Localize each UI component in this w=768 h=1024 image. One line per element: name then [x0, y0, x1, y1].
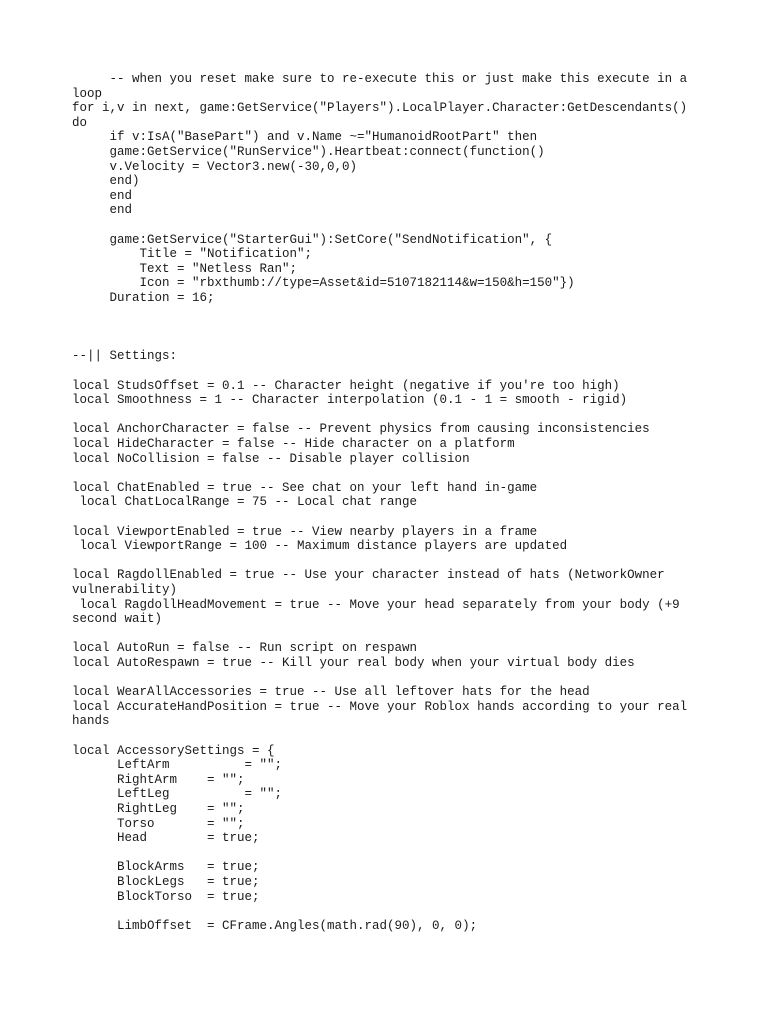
code-line: local NoCollision = false -- Disable player collision	[72, 451, 470, 466]
code-line: BlockTorso = true;	[72, 889, 260, 904]
code-line: local AccessorySettings = {	[72, 743, 275, 758]
code-line: hands	[72, 714, 110, 729]
code-line: Head = true;	[72, 831, 260, 846]
code-line: LeftArm = "";	[72, 758, 283, 773]
code-line: v.Velocity = Vector3.new(-30,0,0)	[72, 159, 358, 174]
code-line: Icon = "rbxthumb://type=Asset&id=5107182114&w=150&h=150"})	[72, 276, 575, 291]
code-line: local RagdollEnabled = true -- Use your character instead of hats (NetworkOwner	[72, 568, 665, 583]
code-line: local ViewportRange = 100 -- Maximum distance players are updated	[72, 539, 568, 554]
code-line: local HideCharacter = false -- Hide character on a platform	[72, 437, 515, 451]
code-line: Torso = "";	[72, 816, 245, 831]
code-line: local AutoRun = false -- Run script on respawn	[72, 641, 418, 656]
code-line: for i,v in next, game:GetService("Players").LocalPlayer.Character:GetDescendants()	[72, 101, 688, 116]
code-line: LimbOffset = CFrame.Angles(math.rad(90), 0, 0);	[72, 918, 478, 933]
code-line: BlockLegs = true;	[72, 875, 260, 889]
code-line: local ChatLocalRange = 75 -- Local chat range	[72, 495, 418, 510]
code-line: end	[72, 188, 133, 203]
code-line: second wait)	[72, 612, 163, 627]
code-line: Duration = 16;	[72, 291, 215, 305]
code-line: end)	[72, 174, 140, 189]
code-line: do	[72, 115, 88, 130]
code-line: local AccurateHandPosition = true -- Move your Roblox hands according to your real	[72, 699, 688, 714]
code-line: local RagdollHeadMovement = true -- Move your head separately from your body (+9	[72, 597, 680, 612]
code-line: loop	[72, 86, 103, 101]
code-line: vulnerability)	[72, 583, 178, 597]
code-line: BlockArms = true;	[72, 860, 260, 875]
code-line: LeftLeg = "";	[72, 787, 283, 802]
code-line: local Smoothness = 1 -- Character interpolation (0.1 - 1 = smooth - rigid)	[72, 393, 628, 408]
code-line: -- when you reset make sure to re-execute this or just make this execute in a	[72, 72, 688, 86]
code-line: game:GetService("StarterGui"):SetCore("SendNotification", {	[72, 232, 553, 247]
code-line: local AutoRespawn = true -- Kill your real body when your virtual body dies	[72, 656, 635, 670]
code-line: Title = "Notification";	[72, 247, 313, 262]
code-line: game:GetService("RunService").Heartbeat:connect(function()	[72, 145, 545, 159]
code-line: local StudsOffset = 0.1 -- Character height (negative if you're too high)	[72, 378, 620, 393]
code-line: local WearAllAccessories = true -- Use all leftover hats for the head	[72, 685, 590, 700]
code-line: RightArm = "";	[72, 772, 245, 787]
code-line: local AnchorCharacter = false -- Prevent physics from causing inconsistencies	[72, 422, 650, 437]
code-line: local ViewportEnabled = true -- View nearby players in a frame	[72, 524, 538, 539]
code-line: local ChatEnabled = true -- See chat on your left hand in-game	[72, 480, 538, 495]
code-line: --|| Settings:	[72, 349, 178, 364]
code-line: end	[72, 203, 133, 218]
code-line: RightLeg = "";	[72, 802, 245, 816]
code-line: Text = "Netless Ran";	[72, 261, 298, 276]
code-line: if v:IsA("BasePart") and v.Name ~="HumanoidRootPart" then	[72, 130, 538, 145]
